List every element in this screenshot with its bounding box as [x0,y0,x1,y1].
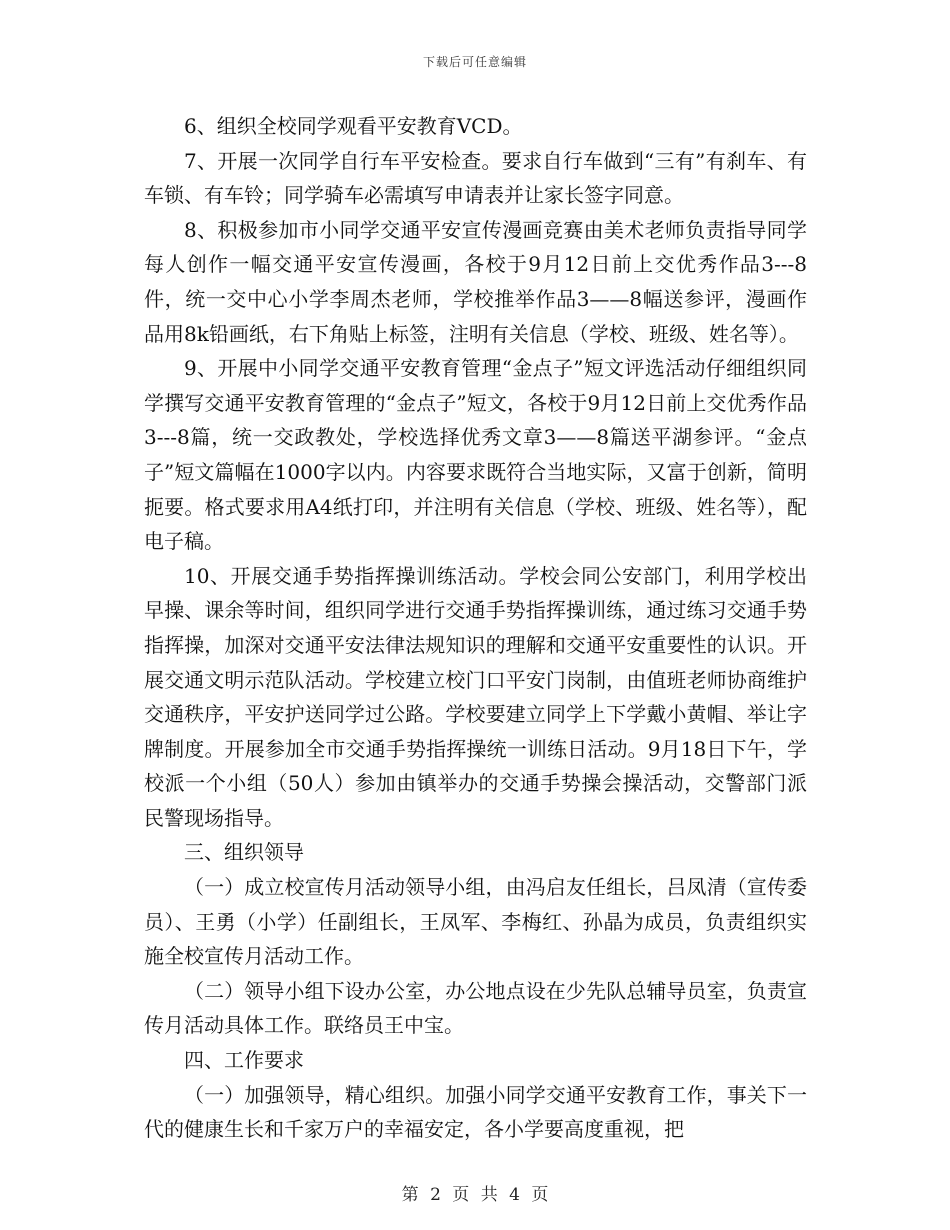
paragraph-leadership-group: （一）成立校宣传月活动领导小组，由冯启友任组长，吕凤清（宣传委员）、王勇（小学）任副组长，王凤军、李梅红、孙晶为成员，负责组织实施全校宣传月活动工作。 [144,875,807,969]
section-heading-requirements: 四、工作要求 [184,1048,304,1073]
paragraph-requirement-1: （一）加强领导，精心组织。加强小同学交通平安教育工作，事关下一代的健康生长和千家万户的幸福安定，各小学要高度重视，把 [144,1082,807,1142]
document-body [144,109,807,1147]
paragraph-item-7: 7、开展一次同学自行车平安检查。要求自行车做到“三有”有刹车、有车锁、有车铃；同学骑车必需填写申请表并让家长签字同意。 [144,148,807,208]
paragraph-item-8: 8、积极参加市小同学交通平安宣传漫画竞赛由美术老师负责指导同学每人创作一幅交通平安宣传漫画，各校于9月12日前上交优秀作品3---8件，统一交中心小学李周杰老师，学校推举作品3——8幅送参评，漫画作品用8k铅画纸，右下角贴上标签，注明有关信息（学校、班级、姓名等）。 [144,217,807,346]
page-header-note: 下载后可任意编辑 [422,55,527,69]
section-heading-organization: 三、组织领导 [184,840,304,865]
paragraph-item-10: 10、开展交通手势指挥操训练活动。学校会同公安部门，利用学校出早操、课余等时间，组织同学进行交通手势指挥操训练，通过练习交通手势指挥操，加深对交通平安法律法规知识的理解和交通平安重要性的认识。开展交通文明示范队活动。学校建立校门口平安门岗制，由值班老师协商维护交通秩序，平安护送同学过公路。学校要建立同学上下学戴小黄帽、举让字牌制度。开展参加全市交通手势指挥操统一训练日活动。9月18日下午，学校派一个小组（50人）参加由镇举办的交通手势操会操活动，交警部门派民警现场指导。 [144,563,807,830]
page-number: 第 2 页 共 4 页 [401,1185,549,1205]
paragraph-office: （二）领导小组下设办公室，办公地点设在少先队总辅导员室，负责宣传月活动具体工作。联络员王中宝。 [144,978,807,1038]
paragraph-item-9: 9、开展中小同学交通平安教育管理“金点子”短文评选活动仔细组织同学撰写交通平安教育管理的“金点子”短文，各校于9月12日前上交优秀作品3---8篇，统一交政教处，学校选择优秀文章3——8篇送平湖参评。“金点子”短文篇幅在1000字以内。内容要求既符合当地实际，又富于创新，简明扼要。格式要求用A4纸打印，并注明有关信息（学校、班级、姓名等），配电子稿。 [144,356,807,554]
paragraph-item-6: 6、组织全校同学观看平安教育VCD。 [184,114,523,138]
